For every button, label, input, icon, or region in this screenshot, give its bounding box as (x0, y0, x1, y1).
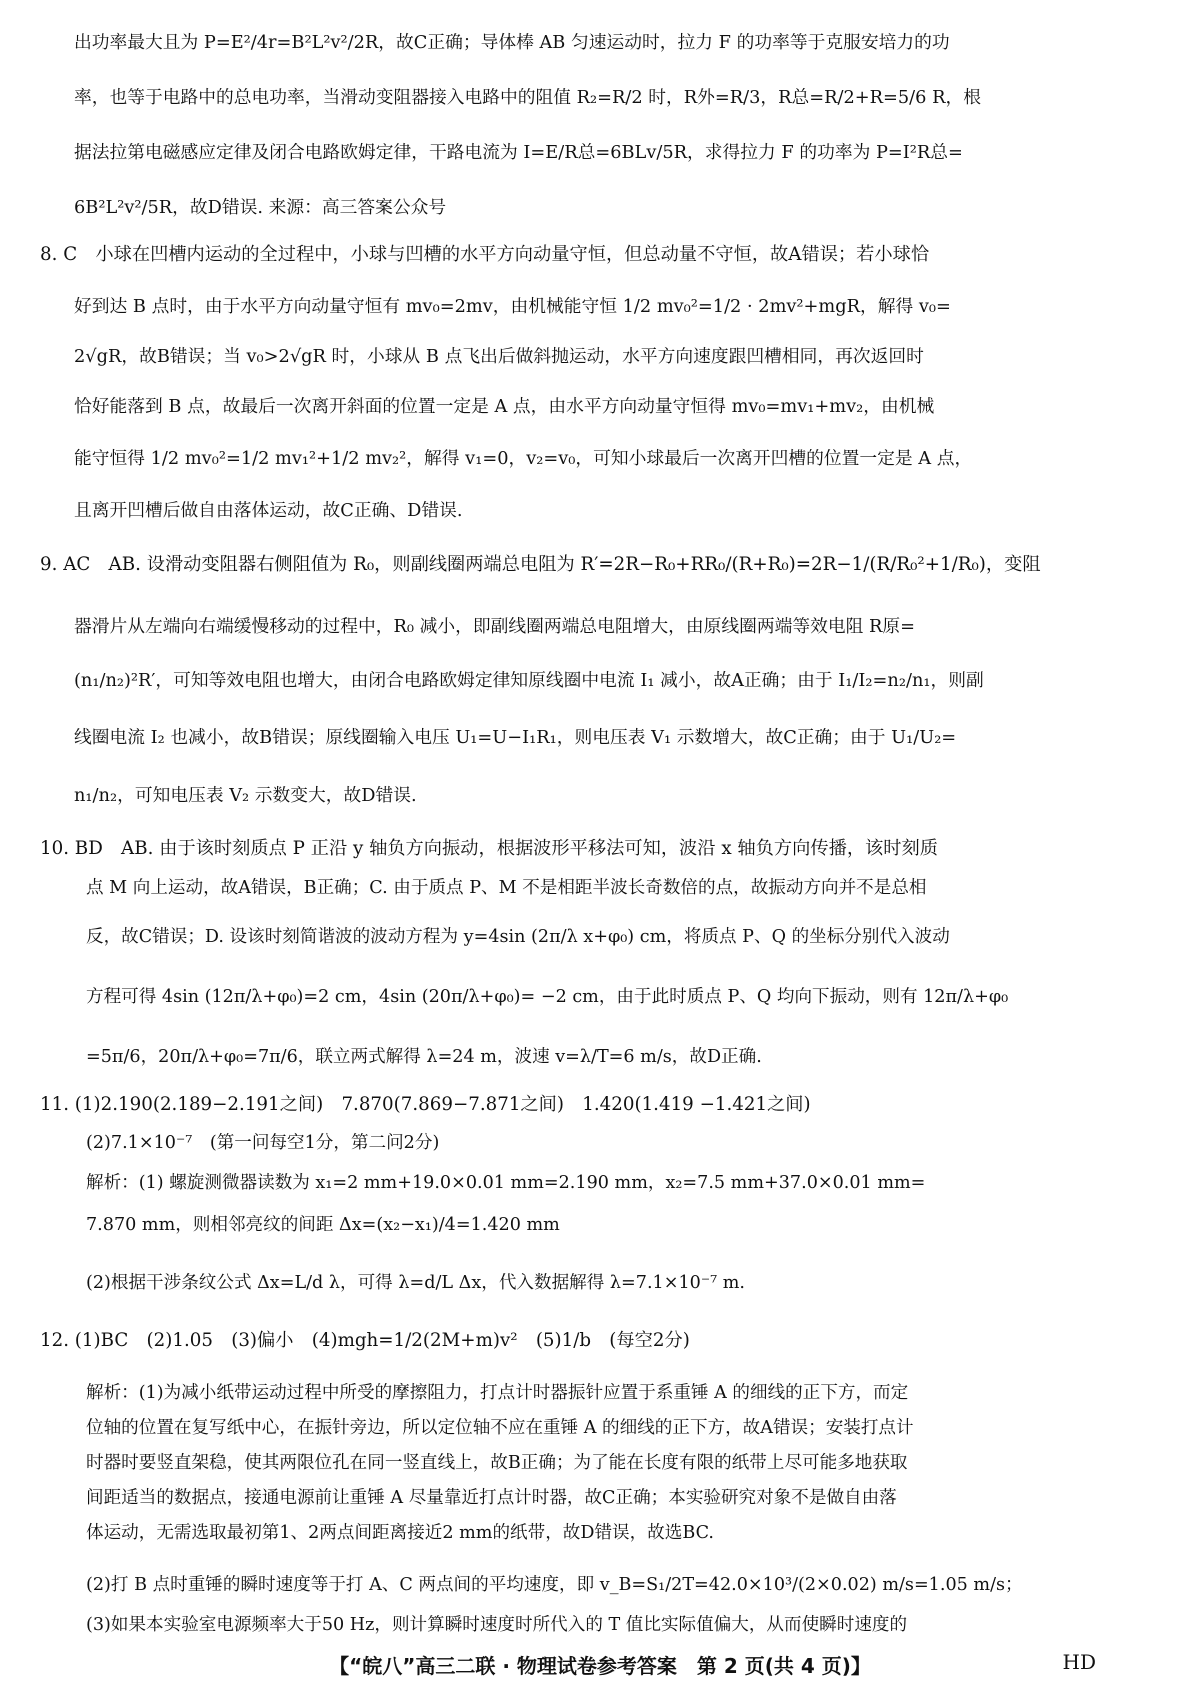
text-line: (3)如果本实验室电源频率大于50 Hz，则计算瞬时速度时所代入的 T 值比实际值偏大，从而使瞬时速度的 (86, 1615, 908, 1635)
text-line: 间距适当的数据点，接通电源前让重锤 A 尽量靠近打点计时器，故C正确；本实验研究对象不是做自由落 (86, 1488, 897, 1508)
text-line: 7.870 mm，则相邻亮纹的间距 Δx=(x₂−x₁)/4=1.420 mm (86, 1215, 560, 1235)
text-line: 点 M 向上运动，故A错误，B正确；C. 由于质点 P、M 不是相距半波长奇数倍的点，故振动方向并不是总相 (86, 878, 927, 898)
text-line: 器滑片从左端向右端缓慢移动的过程中，R₀ 减小，即副线圈两端总电阻增大，由原线圈两端等效电阻 R原= (74, 617, 916, 637)
text-line: 方程可得 4sin (12π/λ+φ₀)=2 cm，4sin (20π/λ+φ₀)= −2 cm，由于此时质点 P、Q 均向下振动，则有 12π/λ+φ₀ (86, 987, 1009, 1007)
text-line: 且离开凹槽后做自由落体运动，故C正确、D错误. (74, 501, 463, 521)
text-line: (2)根据干涉条纹公式 Δx=L/d λ，可得 λ=d/L Δx，代入数据解得 λ=7.1×10⁻⁷ m. (86, 1273, 745, 1293)
text-line: 好到达 B 点时，由于水平方向动量守恒有 mv₀=2mv，由机械能守恒 1/2 mv₀²=1/2 · 2mv²+mgR，解得 v₀= (74, 297, 951, 317)
text-line: 位轴的位置在复写纸中心，在振针旁边，所以定位轴不应在重锤 A 的细线的正下方，故A错误；安装打点计 (86, 1418, 914, 1438)
text-line: 12. (1)BC (2)1.05 (3)偏小 (4)mgh=1/2(2M+m)v² (5)1/b (每空2分) (40, 1330, 690, 1351)
text-line: (2)打 B 点时重锤的瞬时速度等于打 A、C 两点间的平均速度，即 v_B=S₁/2T=42.0×10³/(2×0.02) m/s=1.05 m/s； (86, 1575, 1023, 1595)
text-line: 能守恒得 1/2 mv₀²=1/2 mv₁²+1/2 mv₂²，解得 v₁=0，v₂=v₀，可知小球最后一次离开凹槽的位置一定是 A 点， (74, 449, 973, 469)
text-line: n₁/n₂，可知电压表 V₂ 示数变大，故D错误. (74, 786, 417, 806)
text-line: 据法拉第电磁感应定律及闭合电路欧姆定律，干路电流为 I=E/R总=6BLv/5R，求得拉力 F 的功率为 P=I²R总= (74, 143, 963, 163)
text-line: 体运动，无需选取最初第1、2两点间距离接近2 mm的纸带，故D错误，故选BC. (86, 1523, 714, 1543)
text-line: 率，也等于电路中的总电功率，当滑动变阻器接入电路中的阻值 R₂=R/2 时，R外=R/3，R总=R/2+R=5/6 R，根 (74, 88, 981, 108)
page-footer: 【“皖八”高三二联 · 物理试卷参考答案 第 2 页(共 4 页)】 (329, 1654, 871, 1678)
text-line: 反，故C错误；D. 设该时刻简谐波的波动方程为 y=4sin (2π/λ x+φ₀) cm，将质点 P、Q 的坐标分别代入波动 (86, 927, 950, 947)
text-line: =5π/6，20π/λ+φ₀=7π/6，联立两式解得 λ=24 m，波速 v=λ/T=6 m/s，故D正确. (86, 1047, 762, 1067)
text-line: 恰好能落到 B 点，故最后一次离开斜面的位置一定是 A 点，由水平方向动量守恒得 mv₀=mv₁+mv₂，由机械 (74, 397, 935, 417)
text-line: 时器时要竖直架稳，使其两限位孔在同一竖直线上，故B正确；为了能在长度有限的纸带上尽可能多地获取 (86, 1453, 908, 1473)
text-line: 10. BD AB. 由于该时刻质点 P 正沿 y 轴负方向振动，根据波形平移法可知，波沿 x 轴负方向传播，该时刻质 (40, 838, 938, 859)
text-line: 线圈电流 I₂ 也减小，故B错误；原线圈输入电压 U₁=U−I₁R₁，则电压表 V₁ 示数增大，故C正确；由于 U₁/U₂= (74, 728, 957, 748)
text-line: 8. C 小球在凹槽内运动的全过程中，小球与凹槽的水平方向动量守恒，但总动量不守恒，故A错误；若小球恰 (40, 244, 930, 265)
text-line: 出功率最大且为 P=E²/4r=B²L²v²/2R，故C正确；导体棒 AB 匀速运动时，拉力 F 的功率等于克服安培力的功 (74, 33, 950, 53)
text-line: 2√gR，故B错误；当 v₀>2√gR 时，小球从 B 点飞出后做斜抛运动，水平方向速度跟凹槽相同，再次返回时 (74, 347, 924, 367)
text-line: 解析：(1) 螺旋测微器读数为 x₁=2 mm+19.0×0.01 mm=2.190 mm，x₂=7.5 mm+37.0×0.01 mm= (86, 1173, 926, 1193)
text-line: 11. (1)2.190(2.189−2.191之间) 7.870(7.869−7.871之间) 1.420(1.419 −1.421之间) (40, 1094, 811, 1115)
footer-code: HD (1062, 1650, 1096, 1674)
text-line: (n₁/n₂)²R′，可知等效电阻也增大，由闭合电路欧姆定律知原线圈中电流 I₁ 减小，故A正确；由于 I₁/I₂=n₂/n₁，则副 (74, 671, 984, 691)
text-line: 9. AC AB. 设滑动变阻器右侧阻值为 R₀，则副线圈两端总电阻为 R′=2R−R₀+RR₀/(R+R₀)=2R−1/(R/R₀²+1/R₀)，变阻 (40, 554, 1041, 575)
text-line: 解析：(1)为减小纸带运动过程中所受的摩擦阻力，打点计时器振针应置于系重锤 A 的细线的正下方，而定 (86, 1383, 909, 1403)
text-line: 6B²L²v²/5R，故D错误. 来源：高三答案公众号 (74, 198, 447, 218)
text-line: (2)7.1×10⁻⁷ (第一问每空1分，第二问2分) (86, 1133, 440, 1153)
